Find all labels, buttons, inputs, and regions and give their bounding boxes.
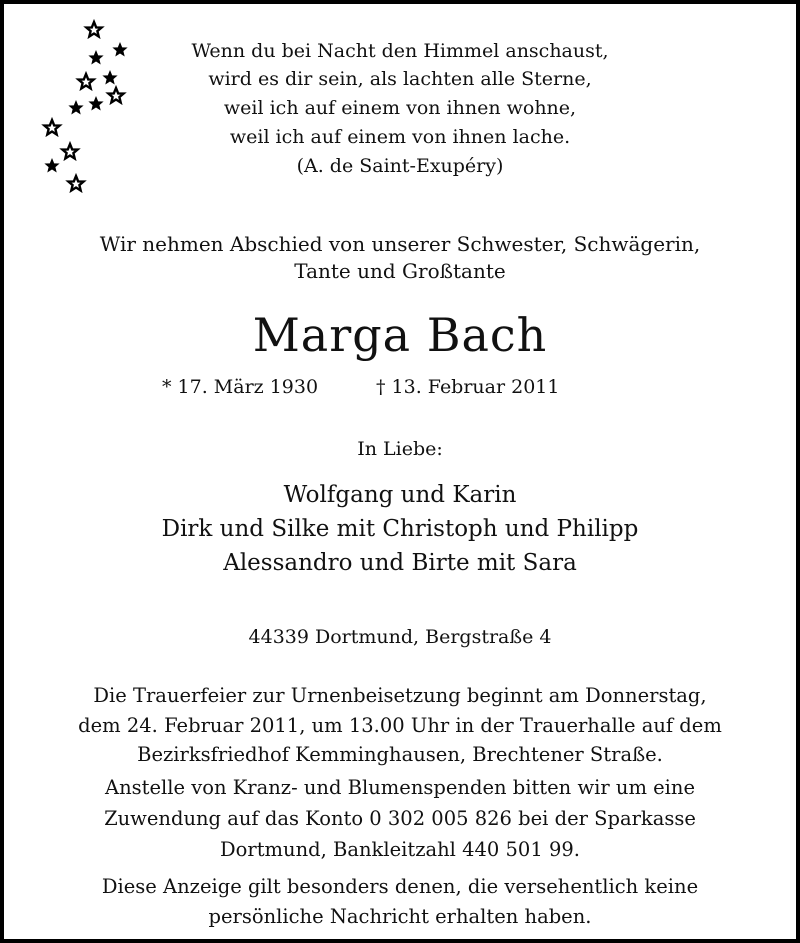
- funeral-line-2: dem 24. Februar 2011, um 13.00 Uhr in der Trauerhalle auf dem: [78, 714, 722, 737]
- intro-line-2: Tante und Großtante: [294, 259, 506, 283]
- poem-line-2: wird es dir sein, als lachten alle Sterne,: [208, 68, 592, 90]
- donation-line-2: Zuwendung auf das Konto 0 302 005 826 bei der Sparkasse: [104, 807, 696, 830]
- donation-line-3: Dortmund, Bankleitzahl 440 501 99.: [220, 838, 580, 861]
- poem-line-4: weil ich auf einem von ihnen lache.: [229, 126, 571, 148]
- poem-line-1: Wenn du bei Nacht den Himmel anschaust,: [191, 40, 609, 62]
- notice-line-2: persönliche Nachricht erhalten haben.: [208, 905, 592, 928]
- poem-line-3: weil ich auf einem von ihnen wohne,: [223, 97, 577, 119]
- mourner-line-2: Dirk und Silke mit Christoph und Philipp: [161, 516, 639, 542]
- deceased-name: Marga Bach: [252, 308, 548, 362]
- funeral-line-3: Bezirksfriedhof Kemminghausen, Brechtener Straße.: [137, 743, 663, 766]
- notice-line-1: Diese Anzeige gilt besonders denen, die versehentlich keine: [101, 875, 699, 898]
- donation-line-1: Anstelle von Kranz- und Blumenspenden bitten wir um eine: [104, 776, 696, 799]
- death-date: † 13. Februar 2011: [376, 376, 560, 398]
- birth-date: * 17. März 1930: [162, 376, 319, 398]
- mourner-line-3: Alessandro und Birte mit Sara: [223, 550, 577, 576]
- address: 44339 Dortmund, Bergstraße 4: [248, 626, 552, 648]
- intro-line-1: Wir nehmen Abschied von unserer Schwester, Schwägerin,: [99, 232, 701, 256]
- mourner-line-1: Wolfgang und Karin: [283, 482, 517, 508]
- funeral-line-1: Die Trauerfeier zur Urnenbeisetzung beginnt am Donnerstag,: [93, 684, 707, 707]
- poem-attribution: (A. de Saint-Exupéry): [296, 155, 504, 177]
- mourners-heading: In Liebe:: [357, 438, 443, 460]
